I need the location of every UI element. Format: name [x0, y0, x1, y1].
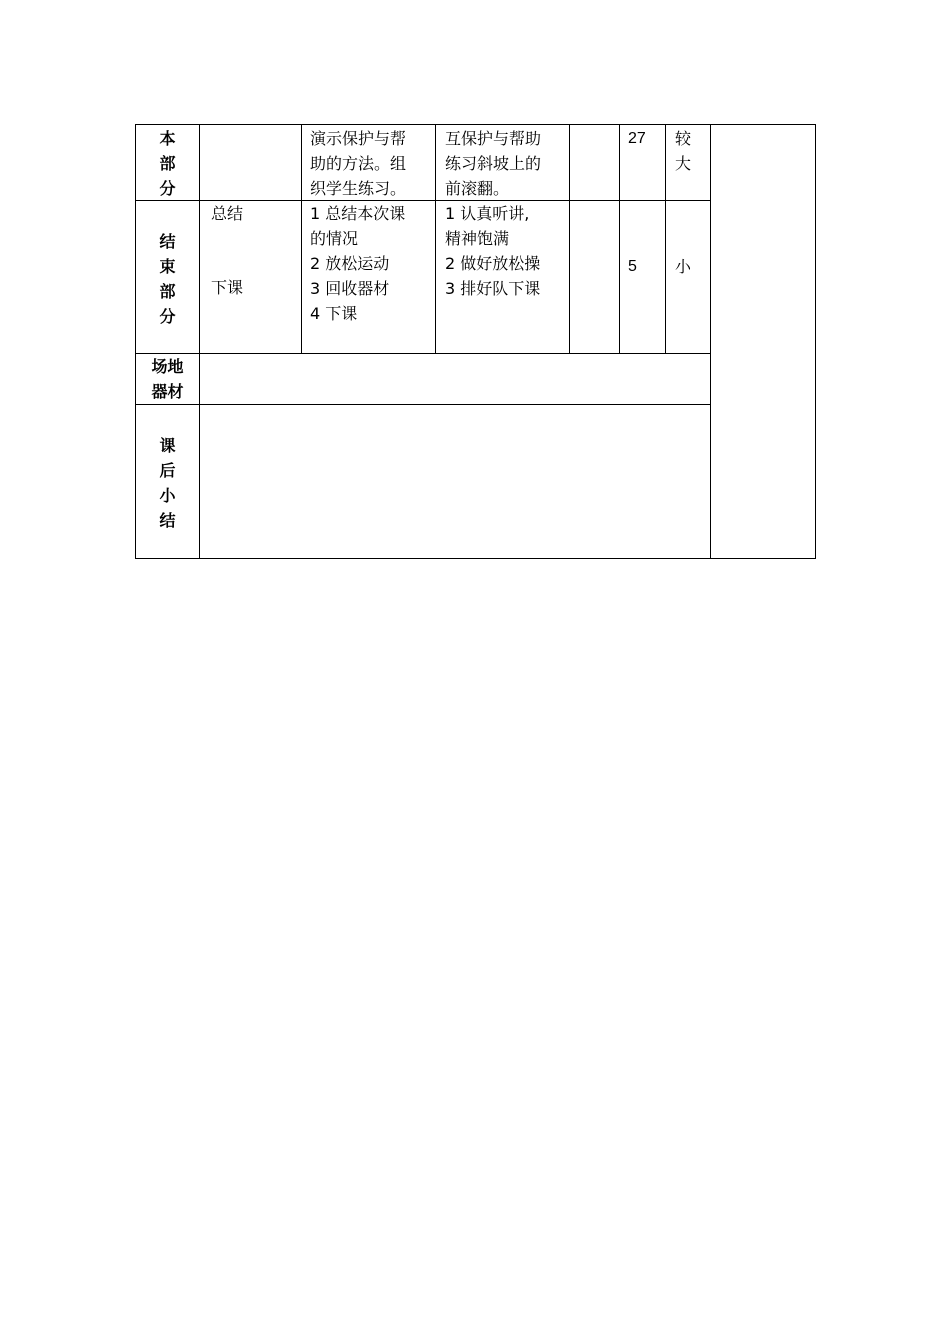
table-top-border — [135, 124, 816, 125]
main-intensity-value: 较 大 — [675, 129, 692, 173]
col-divider-label — [199, 124, 200, 559]
col-divider-teacher — [435, 124, 436, 354]
equipment-label: 场地 器材 — [151, 357, 184, 401]
col-divider-time — [665, 124, 666, 354]
end-teacher-activity: 1 总结本次课 的情况 2 放松运动 3 回收器材 4 下课 — [310, 204, 406, 323]
section-label-end: 结 束 部 分 — [159, 232, 176, 326]
row-divider-3 — [135, 404, 711, 405]
main-time-value: 27 — [628, 130, 646, 147]
end-content-dismiss: 下课 — [211, 278, 244, 297]
end-student-activity: 1 认真听讲, 精神饱满 2 做好放松操 3 排好队下课 — [445, 204, 541, 298]
end-intensity-value: 小 — [675, 257, 692, 276]
table-bottom-border — [135, 558, 816, 559]
col-divider-content — [301, 124, 302, 354]
col-divider-student — [569, 124, 570, 354]
row-divider-2 — [135, 353, 711, 354]
section-label-main: 本 部 分 — [159, 129, 176, 198]
table-right-border — [815, 124, 816, 559]
col-divider-intensity — [710, 124, 711, 559]
main-student-activity: 互保护与帮助 练习斜坡上的 前滚翻。 — [445, 129, 542, 198]
summary-label: 课 后 小 结 — [159, 436, 176, 530]
end-content-summary: 总结 — [211, 204, 244, 223]
col-divider-count — [619, 124, 620, 354]
main-teacher-activity: 演示保护与帮 助的方法。组 织学生练习。 — [310, 129, 407, 198]
end-time-value: 5 — [628, 258, 637, 275]
